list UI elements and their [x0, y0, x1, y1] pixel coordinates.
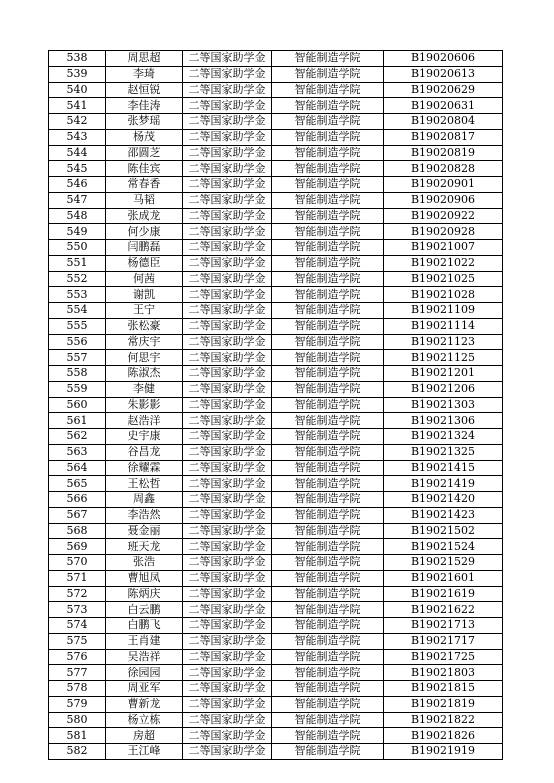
student-id-cell: B19021419	[384, 476, 503, 492]
college-cell: 智能制造学院	[272, 255, 384, 271]
row-number-cell: 554	[49, 303, 106, 319]
award-type-cell: 二等国家助学金	[183, 271, 272, 287]
student-id-cell: B19021819	[384, 696, 503, 712]
student-name-cell: 何思宇	[106, 350, 183, 366]
award-type-cell: 二等国家助学金	[183, 397, 272, 413]
table-row	[49, 208, 503, 224]
row-number-cell: 569	[49, 539, 106, 555]
table-row	[49, 712, 503, 728]
row-number-cell: 547	[49, 192, 106, 208]
award-type-cell: 二等国家助学金	[183, 712, 272, 728]
student-id-cell: B19021007	[384, 240, 503, 256]
college-cell: 智能制造学院	[272, 161, 384, 177]
student-id-cell: B19020606	[384, 51, 503, 67]
student-id-cell: B19020819	[384, 145, 503, 161]
row-number-cell: 577	[49, 665, 106, 681]
college-cell: 智能制造学院	[272, 507, 384, 523]
college-cell: 智能制造学院	[272, 665, 384, 681]
student-name-cell: 谢凯	[106, 287, 183, 303]
table-row	[49, 255, 503, 271]
table-row	[49, 681, 503, 697]
student-id-cell: B19021803	[384, 665, 503, 681]
award-type-cell: 二等国家助学金	[183, 696, 272, 712]
student-name-cell: 何少康	[106, 224, 183, 240]
student-name-cell: 聂金丽	[106, 523, 183, 539]
student-name-cell: 杨德臣	[106, 255, 183, 271]
award-type-cell: 二等国家助学金	[183, 649, 272, 665]
row-number-cell: 571	[49, 570, 106, 586]
table-row	[49, 586, 503, 602]
row-number-cell: 580	[49, 712, 106, 728]
award-type-cell: 二等国家助学金	[183, 444, 272, 460]
student-name-cell: 白云鹏	[106, 602, 183, 618]
row-number-cell: 563	[49, 444, 106, 460]
student-name-cell: 徐耀霖	[106, 460, 183, 476]
table-row	[49, 51, 503, 67]
college-cell: 智能制造学院	[272, 98, 384, 114]
award-type-cell: 二等国家助学金	[183, 633, 272, 649]
table-row	[49, 334, 503, 350]
college-cell: 智能制造学院	[272, 287, 384, 303]
award-type-cell: 二等国家助学金	[183, 539, 272, 555]
student-id-cell: B19021324	[384, 429, 503, 445]
college-cell: 智能制造学院	[272, 696, 384, 712]
student-name-cell: 张梦瑶	[106, 114, 183, 130]
table-row	[49, 523, 503, 539]
award-type-cell: 二等国家助学金	[183, 82, 272, 98]
college-cell: 智能制造学院	[272, 444, 384, 460]
college-cell: 智能制造学院	[272, 539, 384, 555]
student-id-cell: B19021123	[384, 334, 503, 350]
row-number-cell: 570	[49, 555, 106, 571]
student-id-cell: B19021025	[384, 271, 503, 287]
award-type-cell: 二等国家助学金	[183, 460, 272, 476]
student-name-cell: 王宁	[106, 303, 183, 319]
college-cell: 智能制造学院	[272, 240, 384, 256]
award-type-cell: 二等国家助学金	[183, 350, 272, 366]
table-row	[49, 381, 503, 397]
row-number-cell: 578	[49, 681, 106, 697]
award-type-cell: 二等国家助学金	[183, 208, 272, 224]
table-row	[49, 429, 503, 445]
student-id-cell: B19021713	[384, 618, 503, 634]
student-id-cell: B19021619	[384, 586, 503, 602]
table-row	[49, 366, 503, 382]
award-type-cell: 二等国家助学金	[183, 303, 272, 319]
award-type-cell: 二等国家助学金	[183, 177, 272, 193]
award-type-cell: 二等国家助学金	[183, 366, 272, 382]
student-id-cell: B19021815	[384, 681, 503, 697]
student-name-cell: 李浩然	[106, 507, 183, 523]
row-number-cell: 567	[49, 507, 106, 523]
college-cell: 智能制造学院	[272, 129, 384, 145]
row-number-cell: 555	[49, 318, 106, 334]
student-name-cell: 李琦	[106, 66, 183, 82]
student-id-cell: B19021114	[384, 318, 503, 334]
college-cell: 智能制造学院	[272, 586, 384, 602]
college-cell: 智能制造学院	[272, 303, 384, 319]
student-id-cell: B19021919	[384, 744, 503, 760]
award-type-cell: 二等国家助学金	[183, 665, 272, 681]
row-number-cell: 543	[49, 129, 106, 145]
student-name-cell: 吴浩祥	[106, 649, 183, 665]
college-cell: 智能制造学院	[272, 728, 384, 744]
student-id-cell: B19021022	[384, 255, 503, 271]
college-cell: 智能制造学院	[272, 334, 384, 350]
award-type-cell: 二等国家助学金	[183, 51, 272, 67]
student-id-cell: B19021109	[384, 303, 503, 319]
row-number-cell: 582	[49, 744, 106, 760]
row-number-cell: 551	[49, 255, 106, 271]
student-name-cell: 白鹏飞	[106, 618, 183, 634]
table-row	[49, 145, 503, 161]
student-name-cell: 赵浩洋	[106, 413, 183, 429]
college-cell: 智能制造学院	[272, 476, 384, 492]
table-row	[49, 224, 503, 240]
student-id-cell: B19020613	[384, 66, 503, 82]
award-type-cell: 二等国家助学金	[183, 318, 272, 334]
row-number-cell: 557	[49, 350, 106, 366]
college-cell: 智能制造学院	[272, 681, 384, 697]
student-name-cell: 王肖建	[106, 633, 183, 649]
row-number-cell: 559	[49, 381, 106, 397]
student-name-cell: 陈炳庆	[106, 586, 183, 602]
college-cell: 智能制造学院	[272, 350, 384, 366]
student-name-cell: 陈佳宾	[106, 161, 183, 177]
student-name-cell: 李健	[106, 381, 183, 397]
college-cell: 智能制造学院	[272, 413, 384, 429]
student-id-cell: B19021502	[384, 523, 503, 539]
table-row	[49, 555, 503, 571]
row-number-cell: 574	[49, 618, 106, 634]
award-type-cell: 二等国家助学金	[183, 98, 272, 114]
college-cell: 智能制造学院	[272, 145, 384, 161]
award-type-cell: 二等国家助学金	[183, 618, 272, 634]
college-cell: 智能制造学院	[272, 460, 384, 476]
student-id-cell: B19020901	[384, 177, 503, 193]
table-row	[49, 744, 503, 760]
student-name-cell: 周思超	[106, 51, 183, 67]
student-name-cell: 陈淑杰	[106, 366, 183, 382]
award-type-cell: 二等国家助学金	[183, 523, 272, 539]
table-row	[49, 460, 503, 476]
award-type-cell: 二等国家助学金	[183, 240, 272, 256]
row-number-cell: 538	[49, 51, 106, 67]
table-row	[49, 444, 503, 460]
college-cell: 智能制造学院	[272, 523, 384, 539]
student-id-cell: B19020922	[384, 208, 503, 224]
row-number-cell: 564	[49, 460, 106, 476]
college-cell: 智能制造学院	[272, 397, 384, 413]
college-cell: 智能制造学院	[272, 492, 384, 508]
student-id-cell: B19021420	[384, 492, 503, 508]
table-row	[49, 696, 503, 712]
student-id-cell: B19021529	[384, 555, 503, 571]
student-name-cell: 杨立栋	[106, 712, 183, 728]
student-id-cell: B19021206	[384, 381, 503, 397]
table-row	[49, 507, 503, 523]
row-number-cell: 568	[49, 523, 106, 539]
student-name-cell: 闫鹏磊	[106, 240, 183, 256]
row-number-cell: 561	[49, 413, 106, 429]
table-row	[49, 397, 503, 413]
college-cell: 智能制造学院	[272, 66, 384, 82]
row-number-cell: 575	[49, 633, 106, 649]
award-type-cell: 二等国家助学金	[183, 287, 272, 303]
student-id-cell: B19021125	[384, 350, 503, 366]
award-type-cell: 二等国家助学金	[183, 161, 272, 177]
student-name-cell: 常春香	[106, 177, 183, 193]
row-number-cell: 550	[49, 240, 106, 256]
student-name-cell: 常庆宇	[106, 334, 183, 350]
table-row	[49, 413, 503, 429]
college-cell: 智能制造学院	[272, 114, 384, 130]
student-id-cell: B19021028	[384, 287, 503, 303]
table-row	[49, 728, 503, 744]
college-cell: 智能制造学院	[272, 555, 384, 571]
student-id-cell: B19020817	[384, 129, 503, 145]
row-number-cell: 556	[49, 334, 106, 350]
award-type-cell: 二等国家助学金	[183, 492, 272, 508]
college-cell: 智能制造学院	[272, 177, 384, 193]
student-id-cell: B19021622	[384, 602, 503, 618]
student-name-cell: 赵恒锐	[106, 82, 183, 98]
award-type-cell: 二等国家助学金	[183, 507, 272, 523]
table-row	[49, 114, 503, 130]
row-number-cell: 562	[49, 429, 106, 445]
college-cell: 智能制造学院	[272, 633, 384, 649]
award-type-cell: 二等国家助学金	[183, 334, 272, 350]
student-name-cell: 王江峰	[106, 744, 183, 760]
table-row	[49, 318, 503, 334]
scholarship-list-table	[48, 50, 503, 760]
row-number-cell: 576	[49, 649, 106, 665]
college-cell: 智能制造学院	[272, 602, 384, 618]
award-type-cell: 二等国家助学金	[183, 255, 272, 271]
award-type-cell: 二等国家助学金	[183, 728, 272, 744]
row-number-cell: 566	[49, 492, 106, 508]
table-row	[49, 129, 503, 145]
row-number-cell: 546	[49, 177, 106, 193]
student-name-cell: 周亚军	[106, 681, 183, 697]
table-row	[49, 271, 503, 287]
award-type-cell: 二等国家助学金	[183, 145, 272, 161]
table-row	[49, 161, 503, 177]
row-number-cell: 581	[49, 728, 106, 744]
table-row	[49, 192, 503, 208]
student-id-cell: B19020928	[384, 224, 503, 240]
table-row	[49, 492, 503, 508]
table-body	[49, 51, 503, 760]
table-row	[49, 665, 503, 681]
student-name-cell: 张松豪	[106, 318, 183, 334]
student-id-cell: B19020631	[384, 98, 503, 114]
college-cell: 智能制造学院	[272, 51, 384, 67]
student-name-cell: 朱影影	[106, 397, 183, 413]
table-row	[49, 82, 503, 98]
row-number-cell: 548	[49, 208, 106, 224]
college-cell: 智能制造学院	[272, 271, 384, 287]
award-type-cell: 二等国家助学金	[183, 192, 272, 208]
student-name-cell: 何茜	[106, 271, 183, 287]
award-type-cell: 二等国家助学金	[183, 744, 272, 760]
award-type-cell: 二等国家助学金	[183, 476, 272, 492]
college-cell: 智能制造学院	[272, 366, 384, 382]
student-name-cell: 马韬	[106, 192, 183, 208]
college-cell: 智能制造学院	[272, 208, 384, 224]
row-number-cell: 553	[49, 287, 106, 303]
college-cell: 智能制造学院	[272, 224, 384, 240]
student-id-cell: B19020629	[384, 82, 503, 98]
award-type-cell: 二等国家助学金	[183, 129, 272, 145]
table-row	[49, 350, 503, 366]
student-name-cell: 曹新龙	[106, 696, 183, 712]
row-number-cell: 541	[49, 98, 106, 114]
student-id-cell: B19021201	[384, 366, 503, 382]
student-id-cell: B19021601	[384, 570, 503, 586]
table-row	[49, 66, 503, 82]
student-name-cell: 班天龙	[106, 539, 183, 555]
table-row	[49, 177, 503, 193]
table-row	[49, 98, 503, 114]
college-cell: 智能制造学院	[272, 618, 384, 634]
student-id-cell: B19021306	[384, 413, 503, 429]
student-id-cell: B19020804	[384, 114, 503, 130]
row-number-cell: 579	[49, 696, 106, 712]
student-id-cell: B19021303	[384, 397, 503, 413]
row-number-cell: 544	[49, 145, 106, 161]
award-type-cell: 二等国家助学金	[183, 224, 272, 240]
award-type-cell: 二等国家助学金	[183, 570, 272, 586]
student-id-cell: B19021325	[384, 444, 503, 460]
student-name-cell: 史宇康	[106, 429, 183, 445]
award-type-cell: 二等国家助学金	[183, 602, 272, 618]
row-number-cell: 540	[49, 82, 106, 98]
student-name-cell: 曹旭凤	[106, 570, 183, 586]
row-number-cell: 549	[49, 224, 106, 240]
student-id-cell: B19021725	[384, 649, 503, 665]
row-number-cell: 572	[49, 586, 106, 602]
row-number-cell: 545	[49, 161, 106, 177]
college-cell: 智能制造学院	[272, 712, 384, 728]
row-number-cell: 560	[49, 397, 106, 413]
student-id-cell: B19021717	[384, 633, 503, 649]
award-type-cell: 二等国家助学金	[183, 586, 272, 602]
table-row	[49, 287, 503, 303]
student-id-cell: B19020828	[384, 161, 503, 177]
table-row	[49, 602, 503, 618]
award-type-cell: 二等国家助学金	[183, 413, 272, 429]
student-id-cell: B19021415	[384, 460, 503, 476]
row-number-cell: 565	[49, 476, 106, 492]
college-cell: 智能制造学院	[272, 570, 384, 586]
student-name-cell: 房超	[106, 728, 183, 744]
table-row	[49, 240, 503, 256]
student-id-cell: B19021423	[384, 507, 503, 523]
college-cell: 智能制造学院	[272, 744, 384, 760]
student-id-cell: B19021524	[384, 539, 503, 555]
college-cell: 智能制造学院	[272, 381, 384, 397]
table-row	[49, 570, 503, 586]
table-row	[49, 476, 503, 492]
table-row	[49, 303, 503, 319]
student-name-cell: 张成龙	[106, 208, 183, 224]
table-row	[49, 649, 503, 665]
table-row	[49, 539, 503, 555]
row-number-cell: 542	[49, 114, 106, 130]
student-name-cell: 谷昌龙	[106, 444, 183, 460]
college-cell: 智能制造学院	[272, 429, 384, 445]
table-row	[49, 618, 503, 634]
row-number-cell: 552	[49, 271, 106, 287]
student-name-cell: 李佳涛	[106, 98, 183, 114]
award-type-cell: 二等国家助学金	[183, 555, 272, 571]
row-number-cell: 573	[49, 602, 106, 618]
student-id-cell: B19021826	[384, 728, 503, 744]
award-type-cell: 二等国家助学金	[183, 381, 272, 397]
row-number-cell: 539	[49, 66, 106, 82]
award-type-cell: 二等国家助学金	[183, 681, 272, 697]
award-type-cell: 二等国家助学金	[183, 114, 272, 130]
college-cell: 智能制造学院	[272, 82, 384, 98]
student-id-cell: B19021822	[384, 712, 503, 728]
college-cell: 智能制造学院	[272, 192, 384, 208]
college-cell: 智能制造学院	[272, 318, 384, 334]
student-name-cell: 王松哲	[106, 476, 183, 492]
student-name-cell: 张浩	[106, 555, 183, 571]
row-number-cell: 558	[49, 366, 106, 382]
student-name-cell: 杨茂	[106, 129, 183, 145]
award-type-cell: 二等国家助学金	[183, 66, 272, 82]
college-cell: 智能制造学院	[272, 649, 384, 665]
student-name-cell: 徐园园	[106, 665, 183, 681]
student-name-cell: 邵圆芝	[106, 145, 183, 161]
award-type-cell: 二等国家助学金	[183, 429, 272, 445]
table-row	[49, 633, 503, 649]
student-id-cell: B19020906	[384, 192, 503, 208]
student-name-cell: 周鑫	[106, 492, 183, 508]
